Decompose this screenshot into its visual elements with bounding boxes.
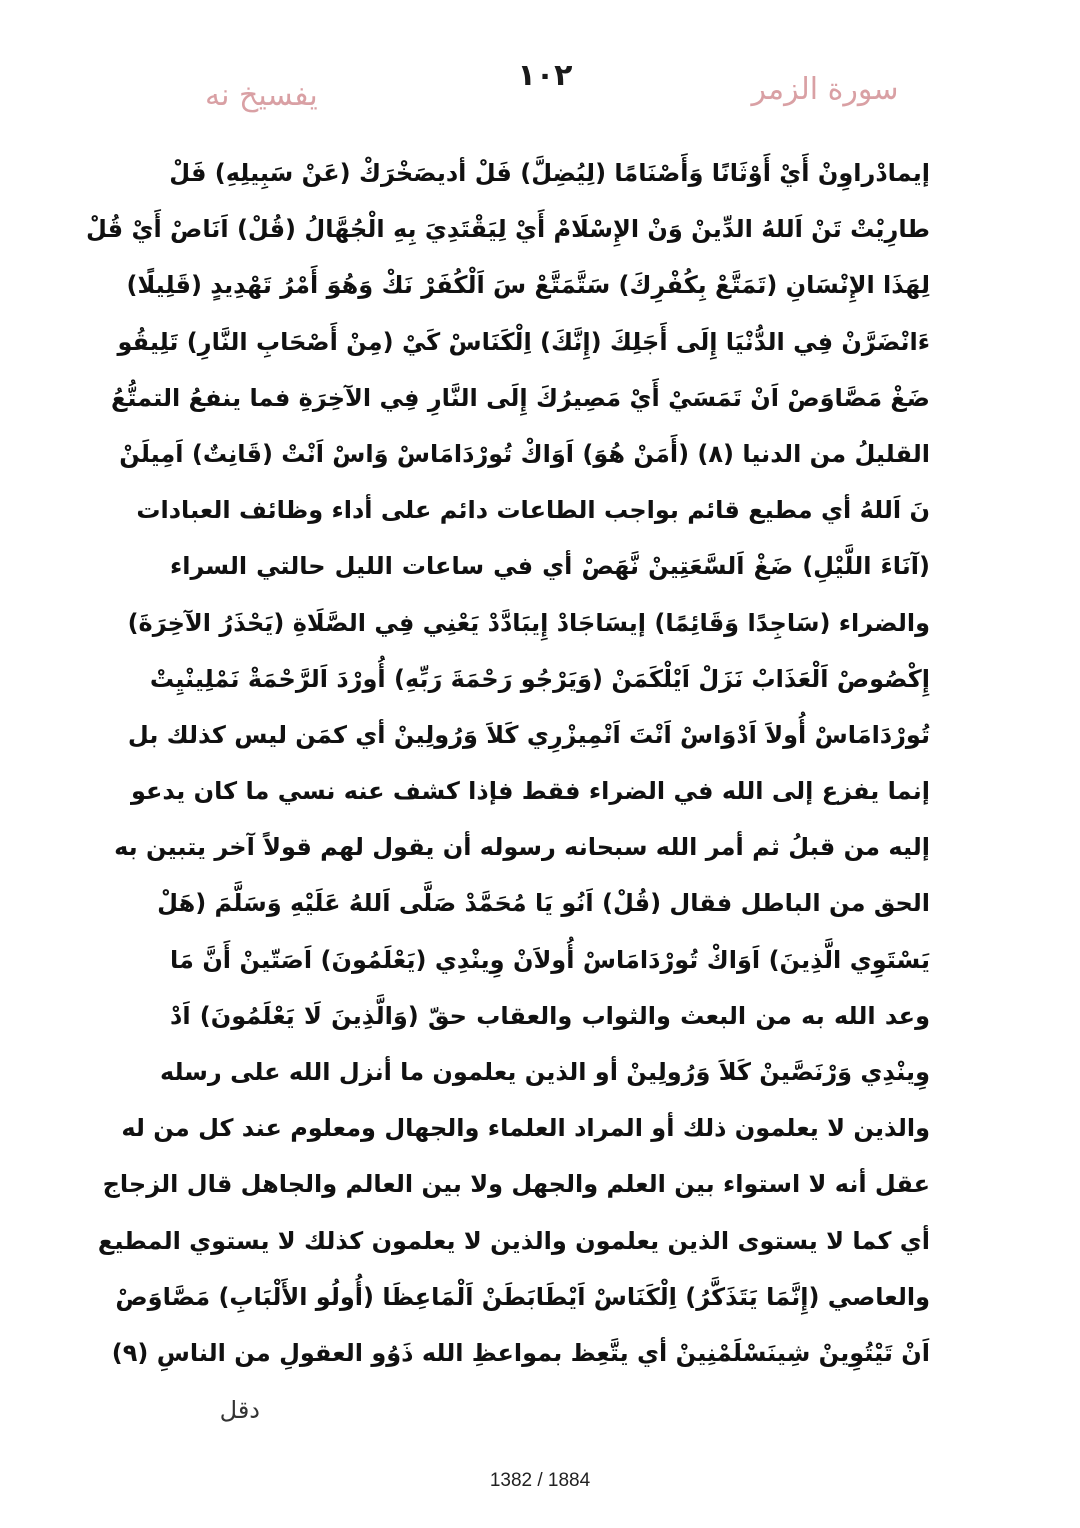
text-line: يَسْتَوِي الَّذِينَ) اَوَاكْ تُورْدَامَاسْ أُولاَنْ وِينْدِي (يَعْلَمُونَ) اَصَتّينْ أَنَّ مَا xyxy=(170,945,930,974)
text-line: عقل أنه لا استواء بين العلم والجهل ولا بين العالم والجاهل قال الزجاج xyxy=(102,1170,930,1199)
margin-annotation: يفسيخ نه xyxy=(205,78,318,113)
text-line: أي كما لا يستوى الذين يعلمون والذين لا يعلمون كذلك لا يستوي المطيع xyxy=(97,1226,930,1255)
text-line: تُورْدَامَاسْ أُولاَ اَدْوَاسْ اَنْتَ اَنْمِيزْرِي كَلاَ وَرُولِينْ أي كمَن ليس كذلك بل xyxy=(127,720,930,749)
text-line: إنما يفزع إلى الله في الضراء فقط فإذا كشف عنه نسي ما كان يدعو xyxy=(130,777,930,806)
catchword: دقل xyxy=(219,1396,260,1424)
text-line: لِهَذَا الإِنْسَانِ (تَمَتَّعْ بِكُفْرِكَ) سَتَّمَتَّعْ سَ اَلْكُفَرْ نَكْ وَهُوَ أَمْرُ تَهْدِيدٍ (قَلِيلًا) xyxy=(126,271,930,300)
text-line: طارِيْتْ تَنْ اَللهُ الدِّينْ وَنْ الإِسْلَامْ أَيْ لِيَقْتَدِيَ بِهِ الْجُهَّالُ (قُلْ) اَنَاصْ أَيْ قُلْ xyxy=(85,215,930,244)
text-line: والضراء (سَاجِدًا وَقَائِمًا) إيسَاجَادْ إِيبَادَّدْ يَعْنِي فِي الصَّلَاةِ (يَحْذَرُ الآخِرَةَ) xyxy=(127,608,930,637)
text-line: ضَغْ مَصَّاوَصْ اَنْ تَمَسَيْ أَيْ مَصِيرُكَ إِلَى النَّارِ فِي الآخِرَةِ فما ينفعُ التمتُّعُ xyxy=(110,383,930,412)
text-line: القليلُ من الدنيا (٨) (أَمَنْ هُوَ) اَوَاكْ تُورْدَامَاسْ وَاسْ اَنْتْ (قَانِتٌ) اَمِيلَنْ xyxy=(119,439,930,468)
text-line: نَ اَللهُ أي مطيع قائم بواجب الطاعات دائم على أداء وظائف العبادات xyxy=(136,496,930,525)
text-line: وِينْدِي وَرْنَصَّينْ كَلاَ وَرُولِينْ أو الذين يعلمون ما أنزل الله على رسله xyxy=(159,1058,930,1086)
text-line: إِكْصُوصْ اَلْعَذَابْ نَزَلْ اَيْلْكَمَنْ (وَيَرْجُو رَحْمَةَ رَبِّهِ) أُورْدَ اَلرَّحْمَةْ نَمْلِينْيِتْ xyxy=(149,664,930,693)
text-line: اَنْ تَيْتُوِينْ شِينَسْلَمْنِينْ أي يتَّعِظ بمواعظِ الله ذَوُو العقولِ من الناسِ (٩) xyxy=(111,1338,930,1367)
text-line: وعد الله به من البعث والثواب والعقاب حقّ (وَالَّذِينَ لَا يَعْلَمُونَ) اَدْ xyxy=(170,1001,930,1030)
text-line: ءَانْضَرَّنْ فِي الدُّنْيَا إِلَى أَجَلِكَ (إِنَّكَ) اِلْكَنَاسْ كَيْ (مِنْ أَصْحَابِ النَّارِ) تَلِيقُو xyxy=(117,327,930,356)
surah-title: سورة الزمر xyxy=(751,72,899,107)
text-line: إيمادْراوِنْ أَيْ أَوْثَانًا وَأَصْنَامًا (لِيُضِلَّ) فَلْ أديصَخْرَكْ (عَنْ سَبِيلِهِ) فَلْ xyxy=(169,159,930,187)
text-line: الحق من الباطل فقال (قُلْ) اَنُو يَا مُحَمَّدْ صَلَّى اَللهُ عَلَيْهِ وَسَلَّمَ (هَلْ xyxy=(157,889,930,918)
body-text xyxy=(85,150,930,1386)
page-counter: 1382 / 1884 xyxy=(489,1470,591,1491)
text-line: والذين لا يعلمون ذلك أو المراد العلماء والجهال ومعلوم عند كل من له xyxy=(121,1114,930,1143)
text-line: إليه من قبلُ ثم أمر الله سبحانه رسوله أن يقول لهم قولاً آخر يتبين به xyxy=(114,833,930,862)
text-line: والعاصي (إِنَّمَا يَتَذَكَّرُ) اِلْكَنَاسْ اَيْطَابَطَنْ اَلْمَاعِظَا (أُولُو الأَلْبَابِ) مَصَّاوَصْ xyxy=(115,1282,930,1311)
page-number: ١٠٢ xyxy=(517,58,573,93)
text-line: (آنَاءَ اللَّيْلِ) ضَغْ اَلسَّعَتِينْ نَّهَصْ أي في ساعات الليل حالتي السراء xyxy=(170,552,930,581)
